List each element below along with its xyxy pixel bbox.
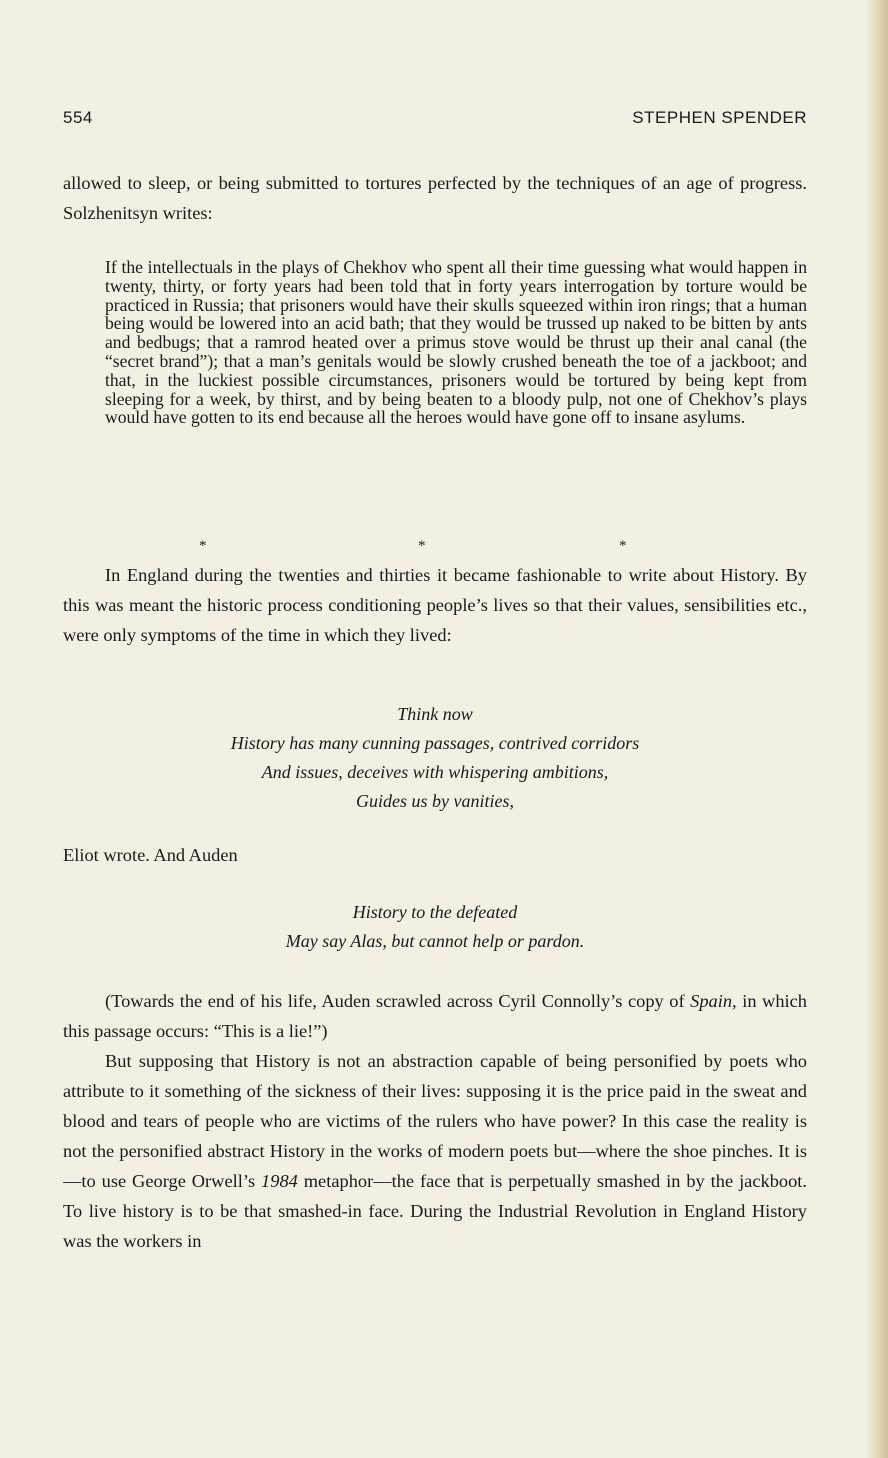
- text-run: But supposing that History is not an abstraction capable of being personified by poets who attribute to it something of the sickness of their lives: supposing it is the price paid in the sweat and blood and tears of people who are victims of the rulers who have power? In this case the reality is not the personified abstract History in the works of modern poets but—where the shoe pinches. It is—to use George Orwell’s: [63, 1051, 807, 1191]
- page-number: 554: [63, 108, 93, 127]
- separator-star: *: [619, 538, 627, 554]
- verse-line: Guides us by vanities,: [356, 791, 514, 811]
- page-header: [63, 108, 807, 132]
- verse-line: History to the defeated: [352, 902, 518, 922]
- book-title: Spain,: [690, 991, 737, 1011]
- page-edge-shadow: [866, 0, 888, 1458]
- verse-eliot: [63, 700, 807, 816]
- paragraph-connolly: [63, 986, 807, 1046]
- paragraph-orwell: [63, 1046, 807, 1256]
- verse-line: Think now: [397, 704, 473, 724]
- verse-line: May say Alas, but cannot help or pardon.: [285, 931, 585, 951]
- running-head: STEPHEN SPENDER: [632, 108, 807, 127]
- verse-line: And issues, deceives with whispering ambitions,: [261, 762, 609, 782]
- transition-line: Eliot wrote. And Auden: [63, 845, 238, 865]
- paragraph-history: In England during the twenties and thirties it became fashionable to write about History. By this was meant the historic process conditioning people’s lives so that their values, sensibilities etc., were only symptoms of the time in which they lived:: [63, 565, 807, 645]
- separator-star: *: [199, 538, 207, 554]
- paragraph-intro: allowed to sleep, or being submitted to tortures perfected by the techniques of an age of progress. Solzhenitsyn writes:: [63, 173, 807, 223]
- text-run: in which this passage occurs: “This is a lie!”): [63, 991, 808, 1041]
- text-run: (Towards the end of his life, Auden scrawled across Cyril Connolly’s copy of: [105, 991, 691, 1011]
- separator-star: *: [418, 538, 426, 554]
- book-title: 1984: [261, 1171, 298, 1191]
- verse-auden: [63, 898, 807, 956]
- text-run: metaphor—the face that is perpetually smashed in by the jackboot. To live history is to be that smashed-in face. During the Industrial Revolution in England History was the workers in: [63, 1171, 807, 1251]
- verse-line: History has many cunning passages, contrived corridors: [230, 733, 640, 753]
- section-separator: [63, 538, 807, 560]
- block-quote-solzhenitsyn: If the intellectuals in the plays of Chekhov who spent all their time guessing what would happen in twenty, thirty, or forty years had been told that in forty years interrogation by torture would be practiced in Russia; that prisoners would have their skulls squeezed within iron rings; that a human being would be lowered into an acid bath; that they would be trussed up naked to be bitten by ants and bedbugs; that a ramrod heated over a primus stove would be thrust up their anal canal (the “secret brand”); that a man’s genitals would be slowly crushed beneath the toe of a jackboot; and that, in the luckiest possible circumstances, prisoners would be tortured by being kept from sleeping for a week, by thirst, and by being beaten to a bloody pulp, not one of Chekhov’s plays would have gotten to its end because all the heroes would have gone off to insane asylums.: [105, 257, 807, 428]
